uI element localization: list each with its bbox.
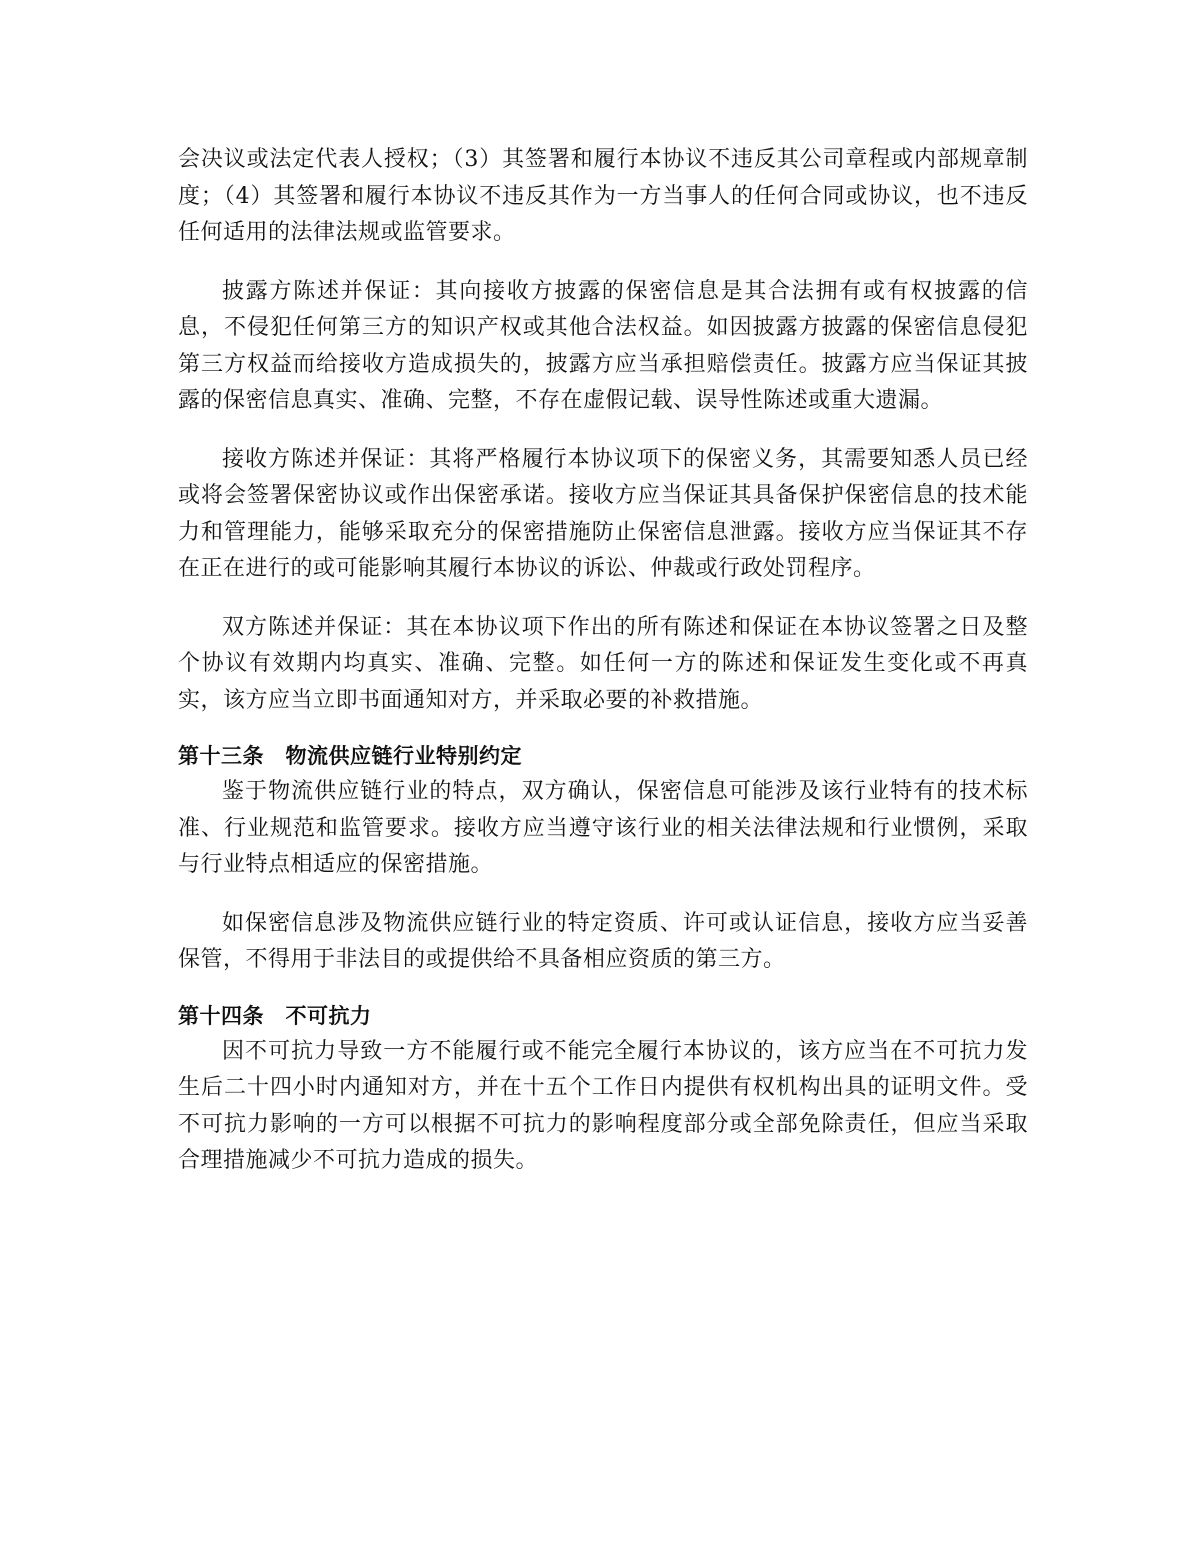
paragraph-discloser-warranty: 披露方陈述并保证：其向接收方披露的保密信息是其合法拥有或有权披露的信息，不侵犯任何第三方的知识产权或其他合法权益。如因披露方披露的保密信息侵犯第三方权益而给接收方造成损失的，披露方应当承担赔偿责任。披露方应当保证其披露的保密信息真实、准确、完整，不存在虚假记载、误导性陈述或重大遗漏。 [178,278,1028,413]
article-14-paragraph-1: 因不可抗力导致一方不能履行或不能完全履行本协议的，该方应当在不可抗力发生后二十四小时内通知对方，并在十五个工作日内提供有权机构出具的证明文件。受不可抗力影响的一方可以根据不可抗力的影响程度部分或全部免除责任，但应当采取合理措施减少不可抗力造成的损失。 [178,1038,1028,1173]
document-page [178,142,1028,1180]
article-13-heading: 第十三条 物流供应链行业特别约定 [178,744,522,768]
article-13-paragraph-1: 鉴于物流供应链行业的特点，双方确认，保密信息可能涉及该行业特有的技术标准、行业规范和监管要求。接收方应当遵守该行业的相关法律法规和行业惯例，采取与行业特点相适应的保密措施。 [178,779,1028,877]
paragraph-mutual-warranty: 双方陈述并保证：其在本协议项下作出的所有陈述和保证在本协议签署之日及整个协议有效期内均真实、准确、完整。如任何一方的陈述和保证发生变化或不再真实，该方应当立即书面通知对方，并采取必要的补救措施。 [178,614,1028,713]
article-13-paragraph-2: 如保密信息涉及物流供应链行业的特定资质、许可或认证信息，接收方应当妥善保管，不得用于非法目的或提供给不具备相应资质的第三方。 [178,910,1028,972]
paragraph-recipient-warranty: 接收方陈述并保证：其将严格履行本协议项下的保密义务，其需要知悉人员已经或将会签署保密协议或作出保密承诺。接收方应当保证其具备保护保密信息的技术能力和管理能力，能够采取充分的保密措施防止保密信息泄露。接收方应当保证其不存在正在进行的或可能影响其履行本协议的诉讼、仲裁或行政处罚程序。 [178,446,1028,581]
paragraph-continuation: 会决议或法定代表人授权；（3）其签署和履行本协议不违反其公司章程或内部规章制度；（4）其签署和履行本协议不违反其作为一方当事人的任何合同或协议，也不违反任何适用的法律法规或监管要求。 [178,147,1028,245]
article-14-heading: 第十四条 不可抗力 [178,1003,372,1028]
